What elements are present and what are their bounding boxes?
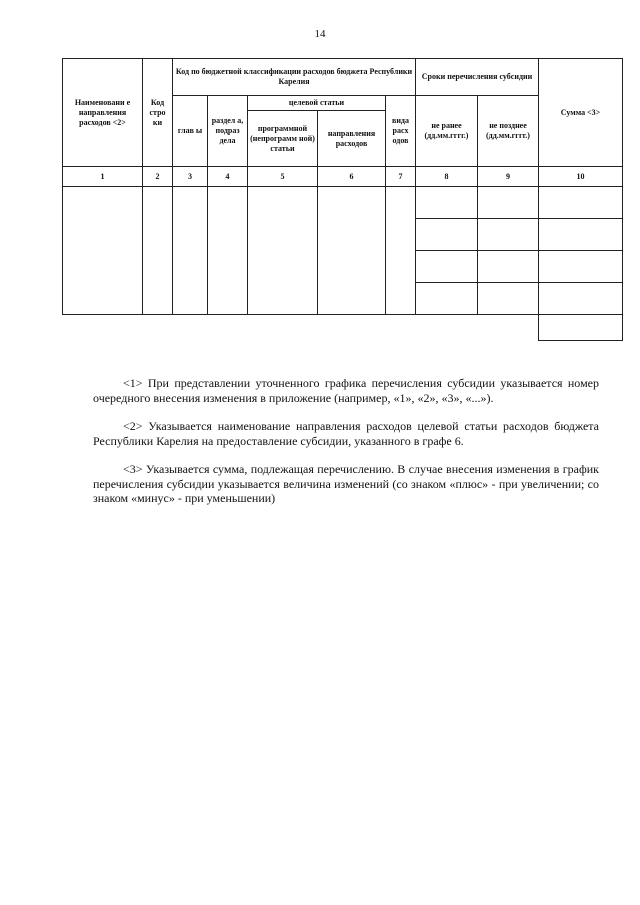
data-cell-amount	[539, 219, 623, 251]
data-cell-expense-type	[386, 187, 416, 315]
data-cell-not-later	[478, 283, 539, 315]
header-expense-type: вида расх одов	[386, 96, 416, 167]
header-program: программной (непрограмм ной) статьи	[248, 111, 318, 167]
col-number: 3	[173, 167, 208, 187]
data-cell-not-earlier	[416, 187, 478, 219]
footnotes	[93, 376, 599, 520]
data-cell-chief	[173, 187, 208, 315]
col-number: 1	[63, 167, 143, 187]
header-target: целевой статьи	[248, 96, 386, 111]
col-number: 5	[248, 167, 318, 187]
footnote-1: <1> При представлении уточненного графика перечисления субсидии указывается номер очередного внесения изменения в приложение (например, «1», «2», «3», «...»).	[93, 376, 599, 405]
header-chief: глав ы	[173, 96, 208, 167]
data-cell-not-later	[478, 251, 539, 283]
data-cell-not-earlier	[416, 283, 478, 315]
data-cell-program	[248, 187, 318, 315]
header-terms: Сроки перечисления субсидии	[416, 59, 539, 96]
footnote-2: <2> Указывается наименование направления расходов целевой статьи расходов бюджета Республики Карелия на предоставление субсидии, указанного в графе 6.	[93, 419, 599, 448]
page-number: 14	[314, 28, 326, 40]
footnote-3: <3> Указывается сумма, подлежащая перечислению. В случае внесения изменения в график перечисления субсидии указывается величина изменений (со знаком «плюс» - при увеличении; со знаком «минус» - при уменьшении)	[93, 462, 599, 505]
header-section: раздел а, подраз дела	[208, 96, 248, 167]
header-amount: Сумма <3>	[539, 59, 623, 167]
col-number: 10	[539, 167, 623, 187]
data-cell-section	[208, 187, 248, 315]
header-budget-code: Код по бюджетной классификации расходов бюджета Республики Карелия	[173, 59, 416, 96]
col-number: 7	[386, 167, 416, 187]
data-cell-amount	[539, 251, 623, 283]
header-direction: направления расходов	[318, 111, 386, 167]
data-cell-name	[63, 187, 143, 315]
data-cell-direction	[318, 187, 386, 315]
header-name: Наименовани е направления расходов <2>	[63, 59, 143, 167]
data-cell-row-code	[143, 187, 173, 315]
data-cell-amount-total	[539, 315, 623, 341]
table-spacer	[63, 315, 539, 341]
data-cell-not-earlier	[416, 251, 478, 283]
col-number: 8	[416, 167, 478, 187]
col-number: 2	[143, 167, 173, 187]
header-row-code: Код стро ки	[143, 59, 173, 167]
data-cell-amount	[539, 283, 623, 315]
col-number: 9	[478, 167, 539, 187]
col-number: 6	[318, 167, 386, 187]
data-cell-not-later	[478, 187, 539, 219]
col-number: 4	[208, 167, 248, 187]
data-cell-amount	[539, 187, 623, 219]
data-cell-not-earlier	[416, 219, 478, 251]
header-not-earlier: не ранее (дд.мм.гггг.)	[416, 96, 478, 167]
header-not-later: не позднее (дд.мм.гггг.)	[478, 96, 539, 167]
subsidy-schedule-table	[62, 58, 623, 341]
data-cell-not-later	[478, 219, 539, 251]
